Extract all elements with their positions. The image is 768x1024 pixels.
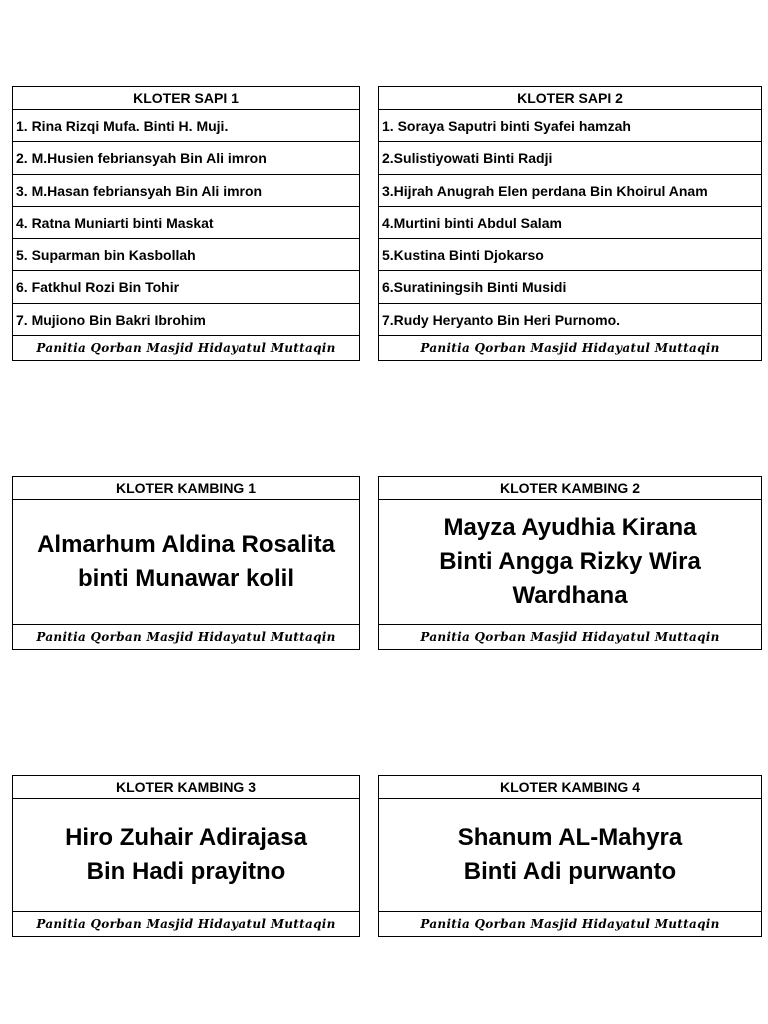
member-row: 1. Soraya Saputri binti Syafei hamzah xyxy=(379,110,761,142)
card-kloter-sapi-2 xyxy=(378,86,762,361)
card-footer: Panitia Qorban Masjid Hidayatul Muttaqin xyxy=(420,630,720,644)
member-row: 5.Kustina Binti Djokarso xyxy=(379,239,761,271)
name-line: Mayza Ayudhia Kirana xyxy=(443,514,697,541)
card-title: KLOTER KAMBING 4 xyxy=(379,776,761,799)
member-row: 2.Sulistiyowati Binti Radji xyxy=(379,142,761,174)
member-row: 7.Rudy Heryanto Bin Heri Purnomo. xyxy=(379,304,761,336)
name-line: Binti Angga Rizky Wira xyxy=(439,548,701,575)
member-row: 6.Suratiningsih Binti Musidi xyxy=(379,271,761,303)
member-row: 4.Murtini binti Abdul Salam xyxy=(379,207,761,239)
card-kloter-kambing-2 xyxy=(378,476,762,650)
card-footer: Panitia Qorban Masjid Hidayatul Muttaqin xyxy=(420,917,720,931)
name-line: Hiro Zuhair Adirajasa xyxy=(65,824,307,851)
card-title: KLOTER KAMBING 3 xyxy=(13,776,359,799)
card-kloter-sapi-1 xyxy=(12,86,360,361)
card-name-block xyxy=(13,799,359,912)
card-kloter-kambing-3 xyxy=(12,775,360,937)
member-row: 4. Ratna Muniarti binti Maskat xyxy=(13,207,359,239)
card-name-block xyxy=(379,799,761,912)
member-row: 1. Rina Rizqi Mufa. Binti H. Muji. xyxy=(13,110,359,142)
member-row: 3. M.Hasan febriansyah Bin Ali imron xyxy=(13,175,359,207)
name-line: Almarhum Aldina Rosalita xyxy=(37,531,335,558)
card-footer: Panitia Qorban Masjid Hidayatul Muttaqin xyxy=(36,340,336,355)
card-footer: Panitia Qorban Masjid Hidayatul Muttaqin xyxy=(420,340,720,355)
card-title: KLOTER KAMBING 2 xyxy=(379,477,761,500)
name-line: Binti Adi purwanto xyxy=(463,858,677,885)
name-line: Shanum AL-Mahyra xyxy=(457,824,683,851)
card-name-block xyxy=(13,500,359,625)
member-row: 5. Suparman bin Kasbollah xyxy=(13,239,359,271)
card-title: KLOTER SAPI 2 xyxy=(379,87,761,110)
name-line: Wardhana xyxy=(512,582,628,609)
card-name-block xyxy=(379,500,761,625)
name-line: binti Munawar kolil xyxy=(77,565,294,592)
member-row: 7. Mujiono Bin Bakri Ibrohim xyxy=(13,304,359,336)
member-row: 3.Hijrah Anugrah Elen perdana Bin Khoirul Anam xyxy=(379,175,761,207)
name-line: Bin Hadi prayitno xyxy=(86,858,286,885)
card-title: KLOTER KAMBING 1 xyxy=(13,477,359,500)
member-row: 6. Fatkhul Rozi Bin Tohir xyxy=(13,271,359,303)
card-kloter-kambing-4 xyxy=(378,775,762,937)
card-footer: Panitia Qorban Masjid Hidayatul Muttaqin xyxy=(36,917,336,931)
card-title: KLOTER SAPI 1 xyxy=(13,87,359,110)
member-row: 2. M.Husien febriansyah Bin Ali imron xyxy=(13,142,359,174)
card-footer: Panitia Qorban Masjid Hidayatul Muttaqin xyxy=(36,630,336,644)
card-kloter-kambing-1 xyxy=(12,476,360,650)
